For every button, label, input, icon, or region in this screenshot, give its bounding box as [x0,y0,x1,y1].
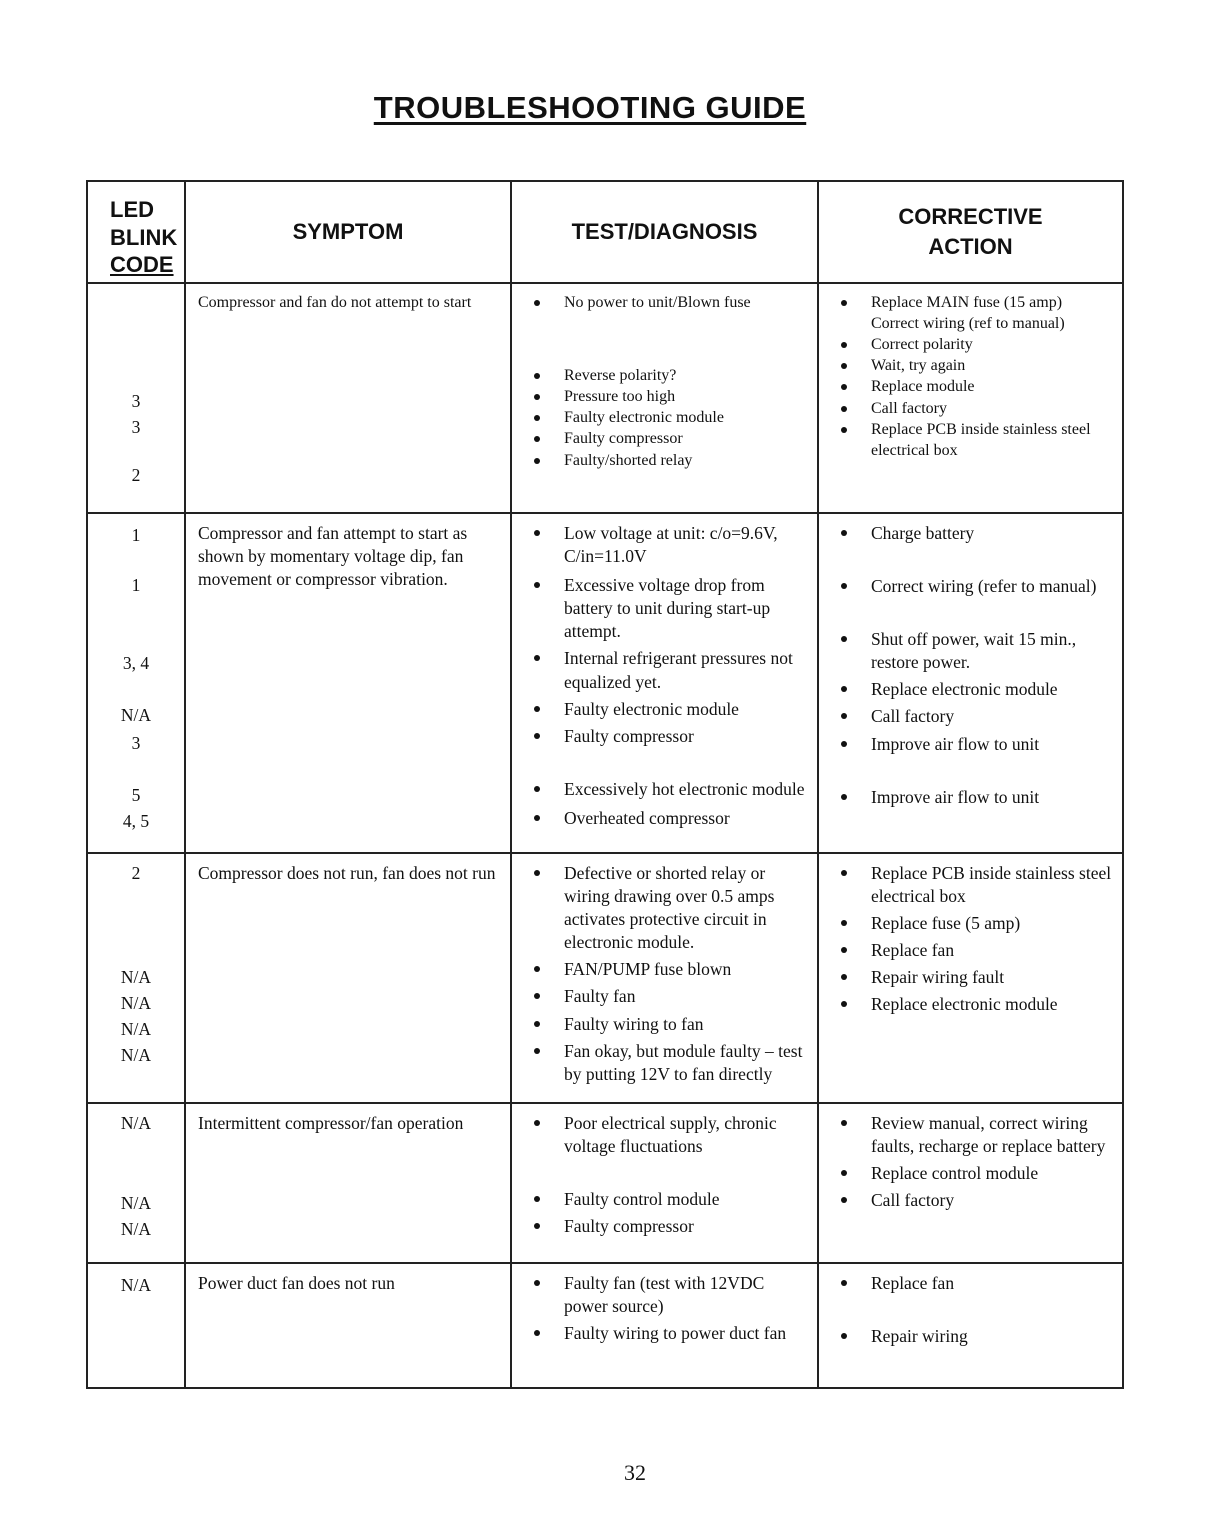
test-item: No power to unit/Blown fuse [524,292,809,313]
test-item: Excessive voltage drop from battery to unit during start-up attempt. [524,574,809,643]
led-code-cell [87,283,185,513]
action-item: Replace MAIN fuse (15 amp) Correct wiring (ref to manual) [831,292,1114,334]
action-cell [818,283,1123,513]
test-item: Reverse polarity? [524,365,809,386]
symptom-cell: Power duct fan does not run [185,1263,511,1388]
led-code: N/A [120,1219,152,1239]
test-item: Faulty electronic module [524,407,809,428]
led-code: N/A [120,1045,152,1065]
test-item: Faulty fan (test with 12VDC power source) [524,1272,809,1318]
table-row [87,853,1123,1103]
table-row [87,513,1123,853]
led-code-cell [87,1263,185,1388]
led-code: 1 [131,575,141,595]
action-item: Replace electronic module [831,993,1114,1016]
test-item: Faulty compressor [524,1215,809,1238]
led-code: 4, 5 [122,811,150,831]
action-item: Improve air flow to unit [831,786,1114,809]
table-row [87,1103,1123,1263]
action-item: Replace fan [831,1272,1114,1295]
header-led-line2: BLINK [110,224,178,250]
led-code: 5 [131,785,141,805]
table-row [87,283,1123,513]
test-item: Faulty control module [524,1188,809,1211]
header-row [87,181,1123,283]
test-cell [511,853,818,1103]
led-code: N/A [120,1019,152,1039]
led-code: N/A [120,993,152,1013]
action-item: Correct wiring (refer to manual) [831,575,1114,598]
action-item: Call factory [831,1189,1114,1212]
action-item: Replace fan [831,939,1114,962]
test-item: Pressure too high [524,386,809,407]
test-item: FAN/PUMP fuse blown [524,958,809,981]
led-code: N/A [120,705,152,725]
action-item: Replace PCB inside stainless steel electrical box [831,862,1114,908]
led-code: 3 [131,733,141,753]
test-item: Overheated compressor [524,807,809,830]
led-code: 3 [131,391,141,411]
action-item: Replace PCB inside stainless steel electrical box [831,419,1114,461]
header-action-line1: CORRECTIVE [898,204,1043,230]
troubleshooting-table-container [86,180,1122,1389]
action-item: Call factory [831,398,1114,419]
test-cell [511,1103,818,1263]
symptom-cell: Compressor does not run, fan does not run [185,853,511,1103]
led-code: 3 [131,417,141,437]
test-item: Internal refrigerant pressures not equalized yet. [524,647,809,693]
test-item: Faulty compressor [524,725,809,748]
action-item: Call factory [831,705,1114,728]
action-item: Charge battery [831,522,1114,545]
test-item: Faulty compressor [524,428,809,449]
header-corrective-action [818,181,1123,283]
action-item: Replace fuse (5 amp) [831,912,1114,935]
troubleshooting-table [86,180,1124,1389]
test-item: Faulty wiring to fan [524,1013,809,1036]
action-item: Improve air flow to unit [831,733,1114,756]
action-item: Wait, try again [831,355,1114,376]
header-led-line3: CODE [110,252,174,277]
action-cell [818,1103,1123,1263]
test-item: Faulty/shorted relay [524,450,809,471]
action-cell [818,853,1123,1103]
action-item: Review manual, correct wiring faults, recharge or replace battery [831,1112,1114,1158]
action-item: Correct polarity [831,334,1114,355]
action-item: Replace module [831,376,1114,397]
led-code-cell [87,1103,185,1263]
led-code-cell [87,513,185,853]
page-number: 32 [624,1460,646,1485]
test-item: Defective or shorted relay or wiring drawing over 0.5 amps activates protective circuit in electronic module. [524,862,809,954]
action-item: Replace electronic module [831,678,1114,701]
test-cell [511,1263,818,1388]
test-item: Faulty electronic module [524,698,809,721]
action-cell [818,1263,1123,1388]
test-item: Faulty fan [524,985,809,1008]
symptom-cell: Compressor and fan do not attempt to start [185,283,511,513]
led-code: 2 [131,465,141,485]
led-code: 1 [131,525,141,545]
action-item: Repair wiring fault [831,966,1114,989]
action-item: Replace control module [831,1162,1114,1185]
led-code: N/A [120,1275,152,1295]
symptom-cell: Intermittent compressor/fan operation [185,1103,511,1263]
led-code: N/A [120,1113,152,1133]
test-cell [511,513,818,853]
action-item: Repair wiring [831,1325,1114,1348]
led-code: N/A [120,967,152,987]
led-code: 2 [131,863,141,883]
header-symptom: SYMPTOM [185,181,511,283]
action-item: Shut off power, wait 15 min., restore power. [831,628,1114,674]
header-test-diagnosis: TEST/DIAGNOSIS [511,181,818,283]
test-item: Faulty wiring to power duct fan [524,1322,809,1345]
action-cell [818,513,1123,853]
led-code: 3, 4 [122,653,150,673]
table-row [87,1263,1123,1388]
header-led-blink-code [87,181,185,283]
led-code-cell [87,853,185,1103]
symptom-cell: Compressor and fan attempt to start as shown by momentary voltage dip, fan movement or compressor vibration. [185,513,511,853]
test-item: Fan okay, but module faulty – test by putting 12V to fan directly [524,1040,809,1086]
test-item: Poor electrical supply, chronic voltage fluctuations [524,1112,809,1158]
led-code: N/A [120,1193,152,1213]
header-led-line1: LED [110,197,154,222]
test-cell [511,283,818,513]
header-action-line2: ACTION [928,234,1013,259]
page-title: TROUBLESHOOTING GUIDE [373,90,807,125]
test-item: Excessively hot electronic module [524,778,809,801]
test-item: Low voltage at unit: c/o=9.6V, C/in=11.0V [524,522,809,568]
